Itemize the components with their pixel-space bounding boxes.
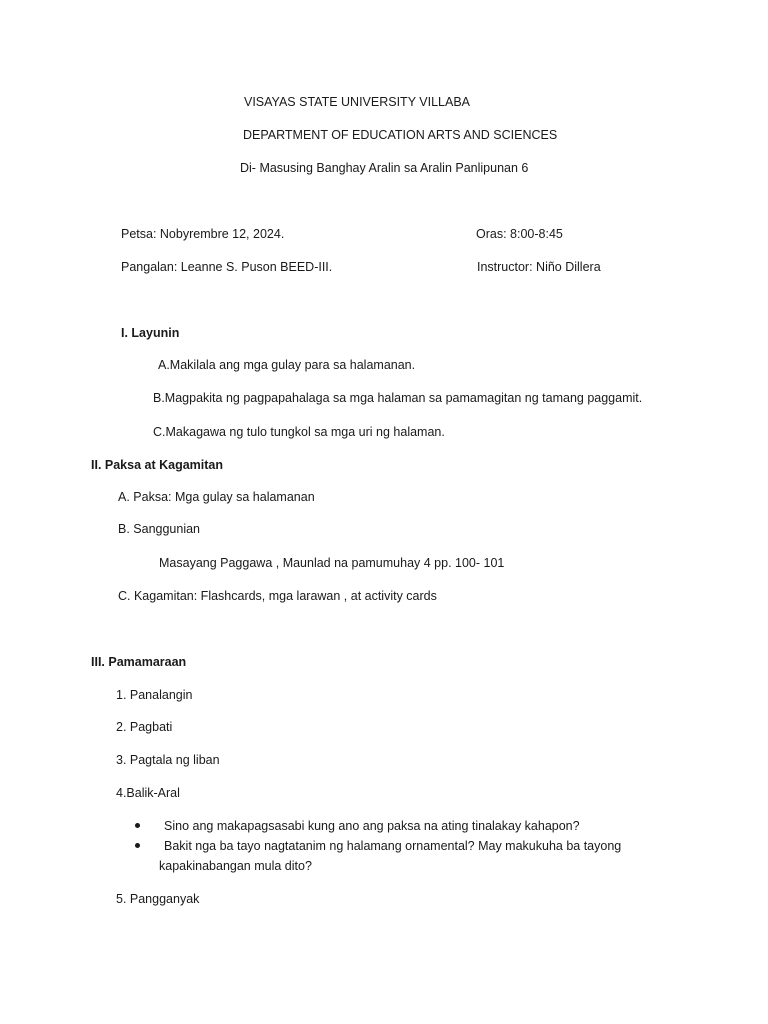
procedure-step: 3. Pagtala ng liban <box>116 753 220 767</box>
date-field: Petsa: Nobyrembre 12, 2024. <box>121 227 285 241</box>
paksa-heading: II. Paksa at Kagamitan <box>91 458 224 472</box>
procedure-step: 2. Pagbati <box>116 720 173 734</box>
layunin-heading: I. Layunin <box>121 326 180 340</box>
paksa-item: A. Paksa: Mga gulay sa halamanan <box>118 490 315 504</box>
paksa-item: B. Sanggunian <box>118 522 201 536</box>
review-question-continued: kapakinabangan mula dito? <box>159 859 312 873</box>
procedure-step: 5. Pangganyak <box>116 892 200 906</box>
time-field: Oras: 8:00-8:45 <box>476 227 563 241</box>
review-question: Bakit nga ba tayo nagtatanim ng halamang ornamental? May makukuha ba tayong <box>164 839 622 853</box>
reference-text: Masayang Paggawa , Maunlad na pamumuhay 4 pp. 100- 101 <box>159 556 505 570</box>
university-name: VISAYAS STATE UNIVERSITY VILLABA <box>244 95 471 109</box>
procedure-step: 1. Panalangin <box>116 688 193 702</box>
instructor-field: Instructor: Niño Dillera <box>477 260 601 274</box>
pamamaraan-heading: III. Pamamaraan <box>91 655 187 669</box>
layunin-item: C.Makagawa ng tulo tungkol sa mga uri ng halaman. <box>153 425 445 439</box>
paksa-item: C. Kagamitan: Flashcards, mga larawan , at activity cards <box>118 589 437 603</box>
bullet-icon <box>135 823 140 828</box>
layunin-item: A.Makilala ang mga gulay para sa halamanan. <box>158 358 416 372</box>
name-field: Pangalan: Leanne S. Puson BEED-III. <box>121 260 333 274</box>
department-name: DEPARTMENT OF EDUCATION ARTS AND SCIENCES <box>243 128 558 142</box>
review-question: Sino ang makapagsasabi kung ano ang paksa na ating tinalakay kahapon? <box>164 819 580 833</box>
layunin-item: B.Magpakita ng pagpapahalaga sa mga halaman sa pamamagitan ng tamang paggamit. <box>153 391 643 405</box>
procedure-step: 4.Balik-Aral <box>116 786 180 800</box>
lesson-plan-title: Di- Masusing Banghay Aralin sa Aralin Panlipunan 6 <box>240 161 529 175</box>
bullet-icon <box>135 843 140 848</box>
